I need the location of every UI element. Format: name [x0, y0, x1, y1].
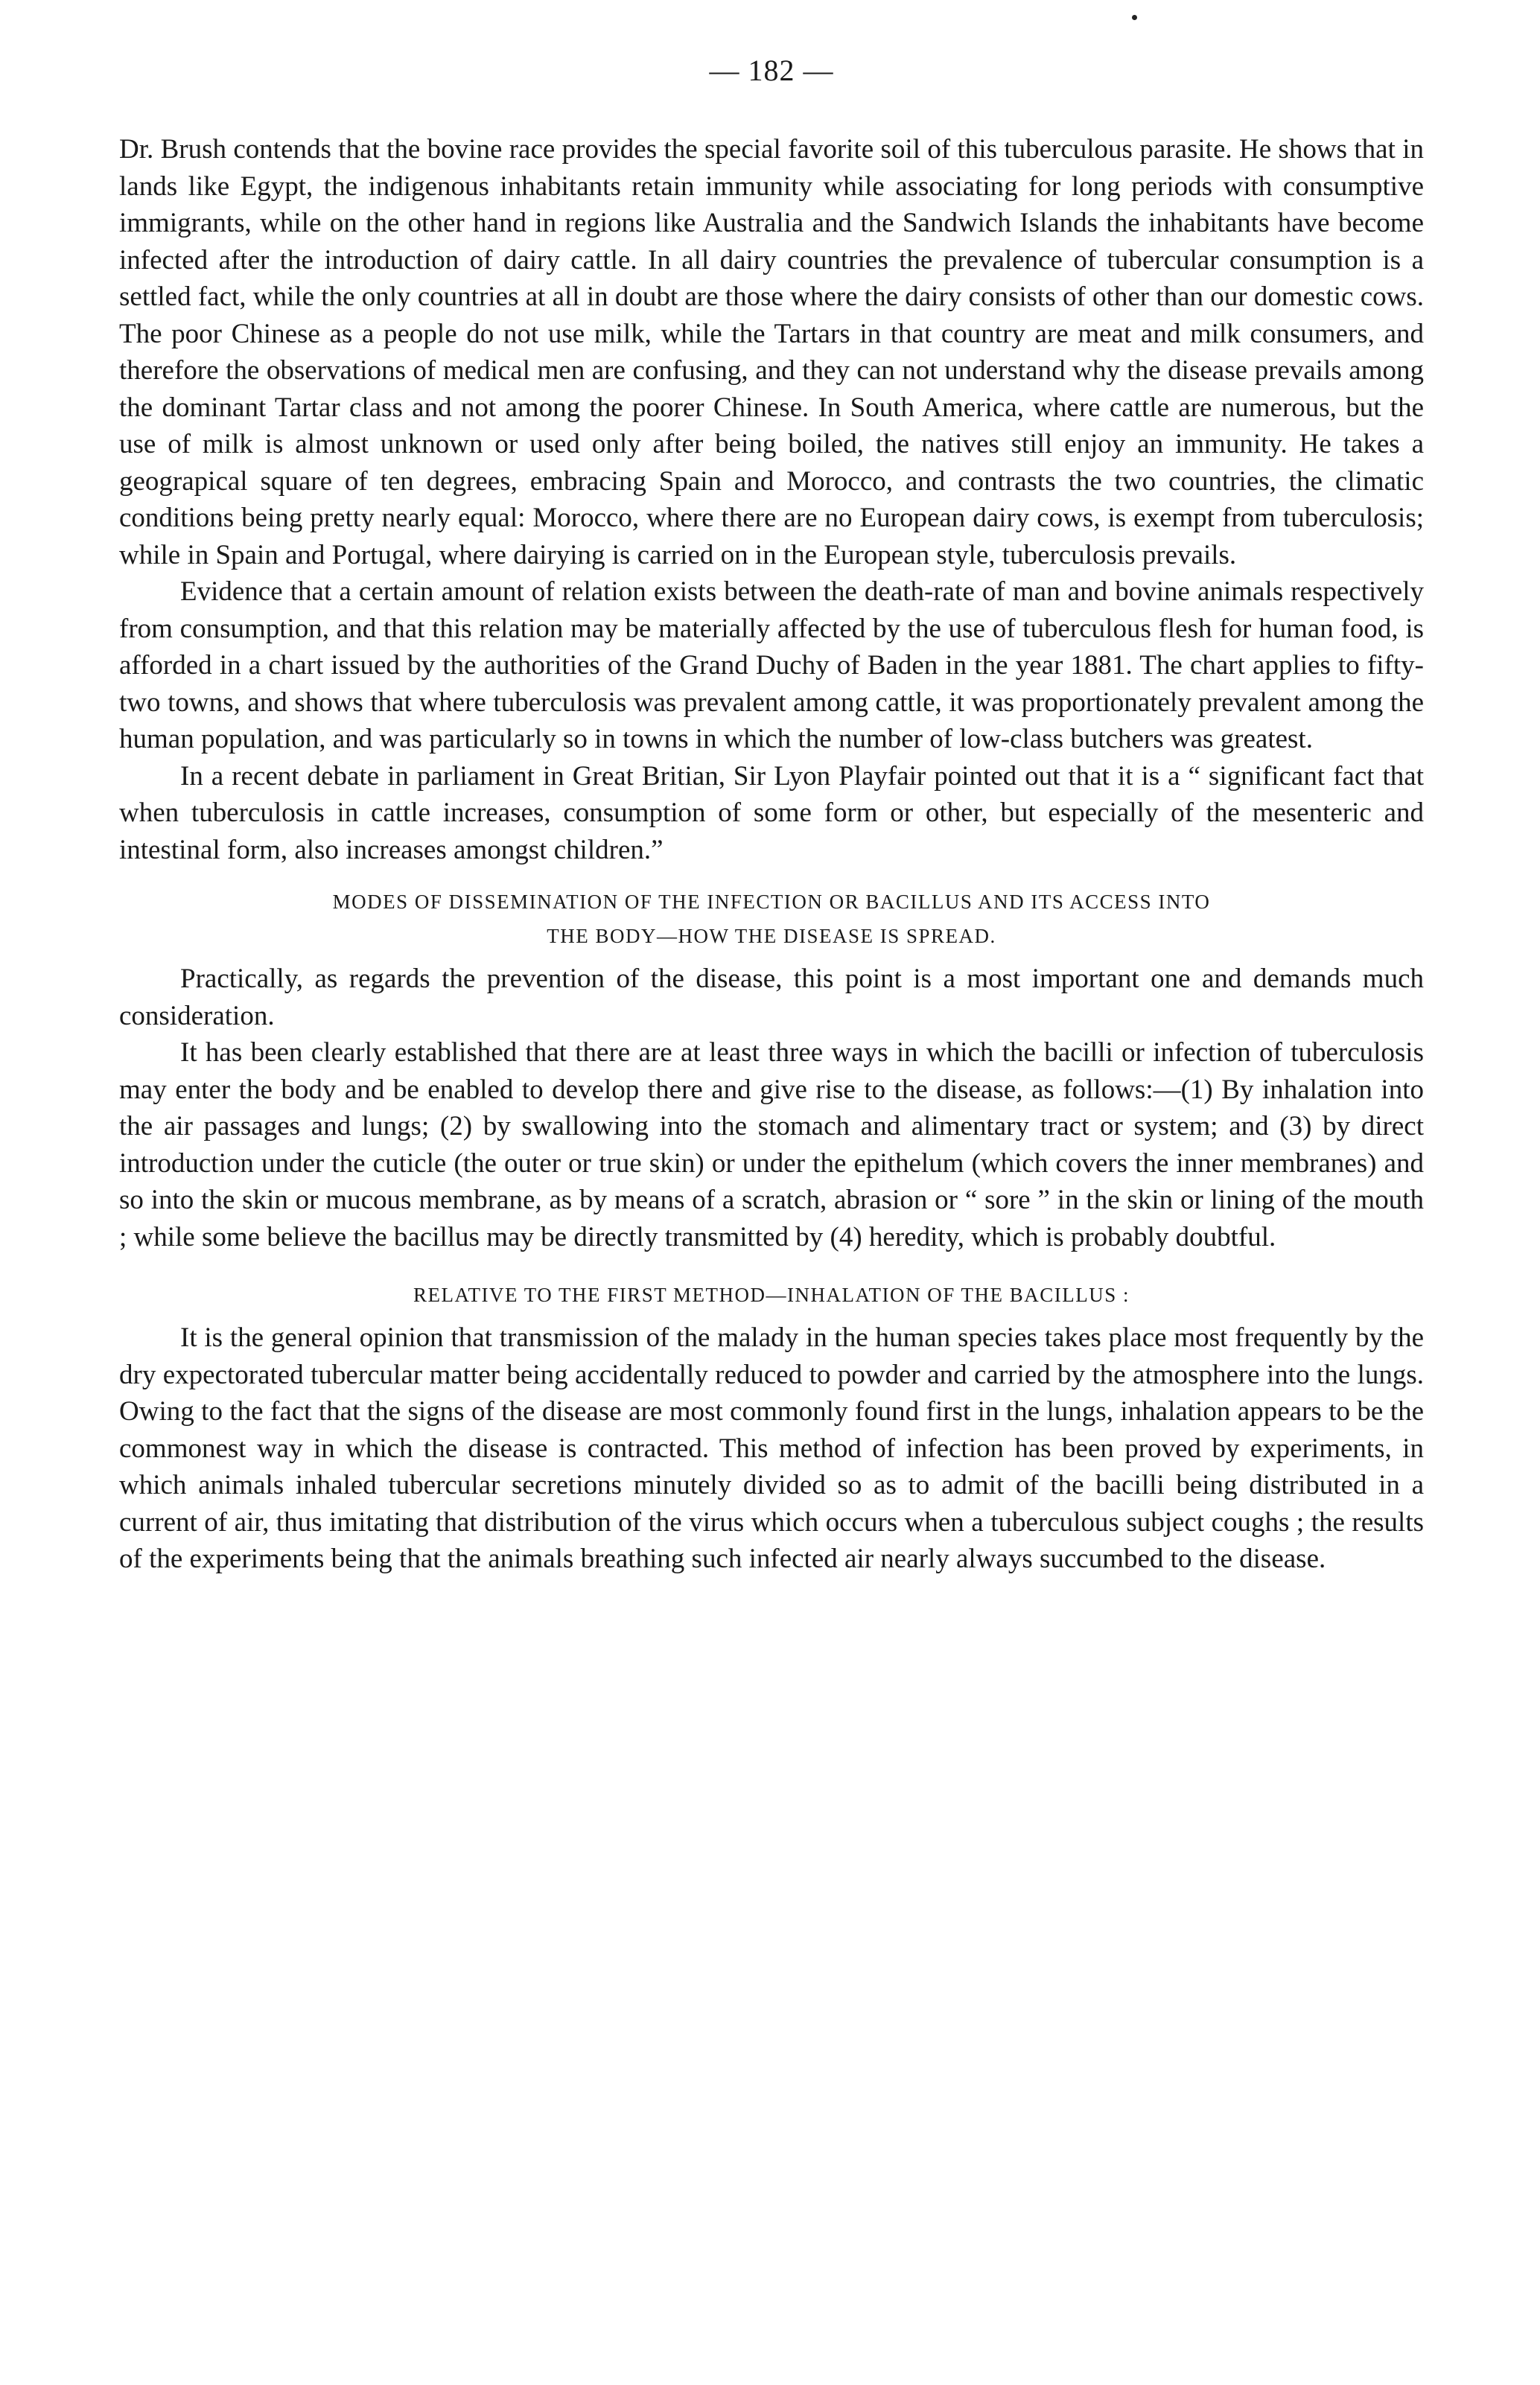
- section-heading-modes-of-dissemination: [119, 885, 1424, 953]
- paragraph-playfair-debate: In a recent debate in parliament in Great Britian, Sir Lyon Playfair pointed out that it is a “ significant fact that when tuberculosis in cattle increases, consumption of some form or other, but especially of the mesenteric and intestinal form, also increases amongst children.”: [119, 760, 1424, 865]
- page-number: — 182 —: [709, 54, 834, 87]
- section-heading-first-method: RELATIVE TO THE FIRST METHOD—INHALATION OF THE BACILLUS :: [413, 1284, 1130, 1306]
- paragraph-inhalation: It is the general opinion that transmission of the malady in the human species takes place most frequently by the dry expectorated tubercular matter being accidentally reduced to powder and carried by the atmosphere into the lungs. Owing to the fact that the signs of the disease are most commonly found first in the lungs, inhalation appears to be the commonest way in which the disease is contracted. This method of infection has been proved by experiments, in which animals inhaled tubercular secretions minutely divided so as to admit of the bacilli being distributed in a current of air, thus imitating that distribution of the virus which occurs when a tuberculous subject coughs ; the results of the experiments being that the animals breathing such infected air nearly always succumbed to the disease.: [119, 1322, 1424, 1574]
- paragraph-prevention: Practically, as regards the prevention of the disease, this point is a most important one and demands much consideration.: [119, 964, 1424, 1031]
- paragraph-brush-bovine: Dr. Brush contends that the bovine race provides the special favorite soil of this tuberculous parasite. He shows that in lands like Egypt, the indigenous inhabitants retain immunity while associating for long periods with consumptive immigrants, while on the other hand in regions like Australia and the Sandwich Islands the inhabitants have become infected after the introduction of dairy cattle. In all dairy countries the prevalence of tubercular consumption is a settled fact, while the only countries at all in doubt are those where the dairy consists of other than our domestic cows. The poor Chinese as a people do not use milk, while the Tartars in that country are meat and milk consumers, and therefore the observations of medical men are confusing, and they can not understand why the disease prevails among the dominant Tartar class and not among the poorer Chinese. In South America, where cattle are numerous, but the use of milk is almost unknown or used only after being boiled, the natives still enjoy an immunity. He takes a geograpical square of ten degrees, embracing Spain and Morocco, and contrasts the two countries, the climatic conditions being pretty nearly equal: Morocco, where there are no European dairy cows, is exempt from tuberculosis; while in Spain and Portugal, where dairying is carried on in the European style, tuberculosis prevails.: [119, 134, 1424, 570]
- ink-speck: [1132, 15, 1137, 20]
- paragraph-baden-chart: Evidence that a certain amount of relation exists between the death-rate of man and bovine animals respectively from consumption, and that this relation may be materially affected by the use of tuberculous flesh for human food, is afforded in a chart issued by the authorities of the Grand Duchy of Baden in the year 1881. The chart applies to fifty-two towns, and shows that where tuberculosis was prevalent among cattle, it was proportionately prevalent among the human population, and was particularly so in towns in which the number of low-class butchers was greatest.: [119, 576, 1424, 754]
- document-page: [119, 52, 1424, 1578]
- heading-line-2: THE BODY—HOW THE DISEASE IS SPREAD.: [547, 925, 996, 947]
- heading-line-1: MODES OF DISSEMINATION OF THE INFECTION OR BACILLUS AND ITS ACCESS INTO: [332, 891, 1211, 913]
- paragraph-three-ways: It has been clearly established that there are at least three ways in which the bacilli or infection of tuberculosis may enter the body and be enabled to develop there and give rise to the disease, as follows:—(1) By inhalation into the air passages and lungs; (2) by swallowing into the stomach and alimentary tract or system; and (3) by direct introduction under the cuticle (the outer or true skin) or under the epithelum (which covers the inner membranes) and so into the skin or mucous membrane, as by means of a scratch, abrasion or “ sore ” in the skin or lining of the mouth ; while some believe the bacillus may be directly transmitted by (4) heredity, which is probably doubtful.: [119, 1037, 1424, 1252]
